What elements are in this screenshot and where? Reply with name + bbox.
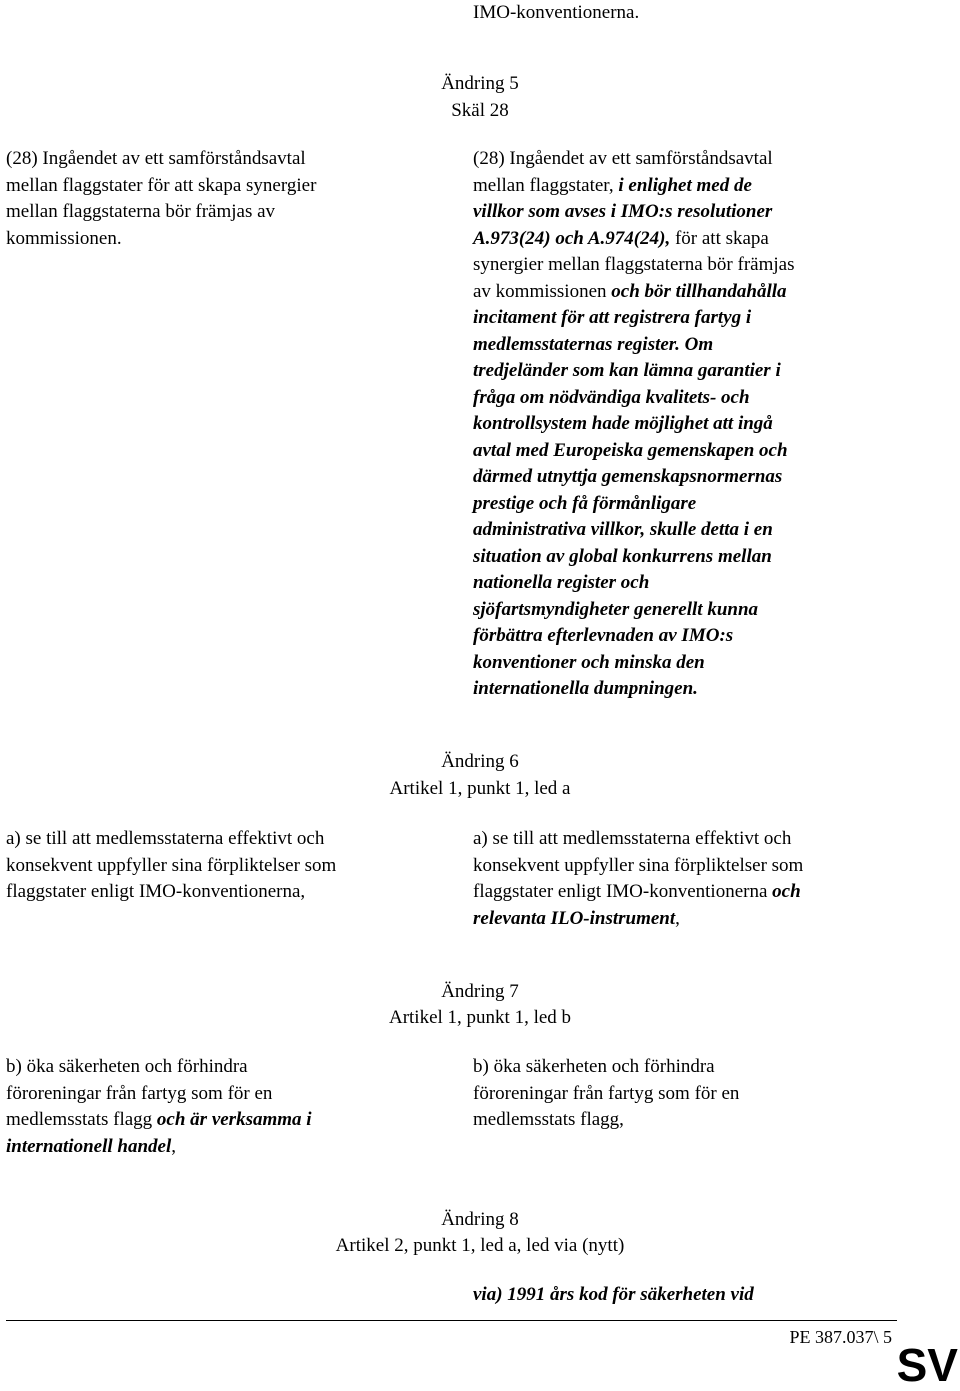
amendment-6-heading: Ändring 6 — [441, 751, 519, 772]
text-segment: föroreningar från fartyg som för en — [6, 1082, 273, 1104]
amended-text-segment: prestige och få förmånligare — [473, 492, 697, 514]
amended-text-segment: A.973(24) och A.974(24), — [473, 227, 671, 249]
amended-text-segment: villkor som avses i IMO:s resolutioner — [473, 201, 773, 222]
text-line — [6, 1134, 406, 1161]
amendment-7-heading: Ändring 7 — [441, 981, 519, 1002]
amended-text-segment: och är verksamma i — [156, 1109, 312, 1130]
amended-text-segment: fråga om nödvändiga kvalitets- och — [473, 386, 750, 408]
text-line — [473, 676, 893, 703]
text-line — [473, 358, 893, 385]
language-code: SV — [896, 1339, 958, 1391]
text-line — [473, 491, 893, 518]
amended-text-segment: administrativa villkor, skulle detta i en — [473, 519, 773, 540]
text-line — [6, 1081, 406, 1108]
text-line — [473, 826, 893, 853]
amended-text-segment: via) 1991 års kod för säkerheten vid — [473, 1284, 754, 1305]
amended-text-segment: konventioner och minska den — [473, 651, 705, 673]
continued-text: IMO-konventionerna. — [473, 2, 640, 23]
text-segment: b) öka säkerheten och förhindra — [473, 1056, 715, 1077]
text-line — [473, 570, 893, 597]
amendment-5-subheading: Skäl 28 — [451, 100, 509, 121]
text-line — [473, 650, 893, 677]
document-reference: PE 387.037\ 5 — [789, 1327, 892, 1347]
amendment-7-original — [6, 1054, 406, 1160]
amendment-7-amended — [473, 1054, 893, 1134]
text-segment: mellan flaggstater, — [473, 174, 619, 196]
amended-text-segment: förbättra efterlevnaden av IMO:s — [473, 625, 734, 646]
text-line: konsekvent uppfyller sina förpliktelser som — [6, 854, 337, 876]
amended-text-segment: tredjeländer som kan lämna garantier i — [473, 360, 781, 381]
amended-text-segment: och — [772, 881, 801, 902]
text-line — [6, 1107, 406, 1134]
amended-text-segment: nationella register och — [473, 572, 650, 593]
text-line — [473, 906, 893, 933]
amended-text-segment: incitament för att registrera fartyg i — [473, 307, 752, 328]
amendment-6-original — [6, 826, 406, 906]
text-line: a) se till att medlemsstaterna effektivt och — [6, 828, 325, 849]
amended-text-segment: relevanta ILO-instrument — [473, 907, 676, 929]
text-segment: flaggstater enligt IMO-konventionerna — [473, 881, 773, 902]
text-line — [473, 464, 893, 491]
amendment-5-heading: Ändring 5 — [441, 73, 519, 94]
text-line — [473, 853, 893, 880]
text-segment: , — [171, 1135, 176, 1157]
text-segment: synergier mellan flaggstaterna bör främjas — [473, 254, 795, 275]
amendment-7-subheading: Artikel 1, punkt 1, led b — [388, 1007, 572, 1028]
amended-text-segment: och bör tillhandahålla — [611, 280, 787, 302]
amendment-6-subheading: Artikel 1, punkt 1, led a — [389, 778, 571, 799]
amendment-8-subheading: Artikel 2, punkt 1, led a, led via (nytt) — [335, 1235, 625, 1256]
text-line — [473, 879, 893, 906]
amendment-6-amended — [473, 826, 893, 932]
text-line — [473, 411, 893, 438]
text-line — [473, 173, 893, 200]
text-line — [473, 438, 893, 465]
amended-text-segment: kontrollsystem hade möjlighet att ingå — [473, 413, 773, 434]
amended-text-segment: avtal med Europeiska gemenskapen och — [473, 439, 788, 461]
text-line — [473, 1282, 893, 1309]
amended-text-segment: internationell handel — [6, 1135, 172, 1157]
text-line — [473, 305, 893, 332]
text-line — [473, 1081, 893, 1108]
text-segment: föroreningar från fartyg som för en — [473, 1082, 740, 1104]
text-line — [473, 332, 893, 359]
text-segment: medlemsstats flagg — [6, 1109, 157, 1130]
text-segment: för att skapa — [670, 227, 769, 249]
text-line: mellan flaggstaterna bör främjas av — [6, 201, 276, 222]
text-line — [473, 1054, 893, 1081]
amendment-5-amended — [473, 146, 893, 703]
text-line: (28) Ingåendet av ett samförståndsavtal — [6, 148, 306, 169]
text-line — [473, 199, 893, 226]
text-line: kommissionen. — [6, 227, 122, 249]
amendment-8-heading: Ändring 8 — [441, 1209, 519, 1230]
text-segment: medlemsstats flagg, — [473, 1109, 624, 1130]
text-line — [473, 517, 893, 544]
text-line — [473, 252, 893, 279]
text-line — [473, 623, 893, 650]
text-segment: (28) Ingåendet av ett samförståndsavtal — [473, 148, 773, 169]
text-line — [473, 385, 893, 412]
text-line — [473, 597, 893, 624]
footer-divider — [6, 1320, 897, 1321]
amended-text-segment: därmed utnyttja gemenskapsnormernas — [473, 466, 783, 487]
text-line — [473, 226, 893, 253]
amended-text-segment: sjöfartsmyndigheter generellt kunna — [473, 598, 759, 620]
amended-text-segment: i enlighet med de — [618, 174, 752, 196]
text-line: flaggstater enligt IMO-konventionerna, — [6, 881, 306, 902]
text-segment: b) öka säkerheten och förhindra — [6, 1056, 248, 1077]
amended-text-segment: internationella dumpningen. — [473, 678, 698, 699]
text-segment: a) se till att medlemsstaterna effektivt och — [473, 828, 792, 849]
text-segment: , — [675, 907, 680, 929]
amendment-5-original — [6, 146, 406, 252]
amended-text-segment: medlemsstaternas register. Om — [473, 333, 714, 355]
text-line — [6, 1054, 406, 1081]
text-line — [473, 544, 893, 571]
amendment-8-amended — [473, 1282, 893, 1309]
text-segment: av kommissionen — [473, 280, 612, 302]
text-line — [473, 146, 893, 173]
amended-text-segment: situation av global konkurrens mellan — [473, 545, 772, 567]
text-line — [473, 1107, 893, 1134]
text-line: mellan flaggstater för att skapa synergier — [6, 174, 317, 196]
text-line — [473, 279, 893, 306]
text-segment: konsekvent uppfyller sina förpliktelser som — [473, 854, 804, 876]
